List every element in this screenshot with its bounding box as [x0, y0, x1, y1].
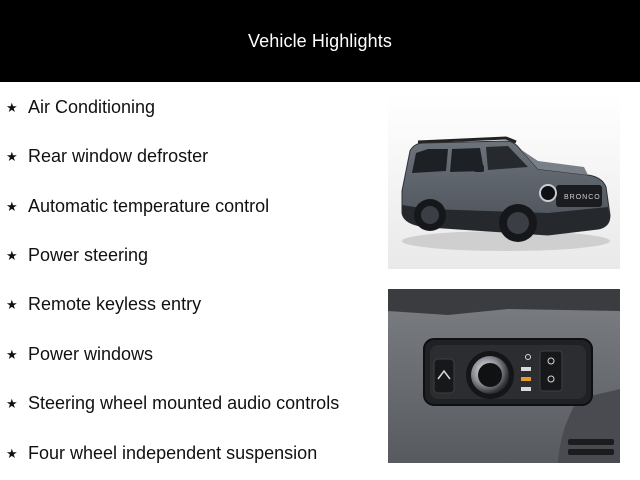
star-icon: ★: [6, 198, 18, 214]
star-icon: ★: [6, 99, 18, 115]
star-icon: ★: [6, 395, 18, 411]
dashboard-illustration: [388, 289, 620, 463]
list-item: [6, 95, 155, 119]
list-item: [6, 292, 201, 316]
star-icon: ★: [6, 445, 18, 461]
star-icon: ★: [6, 296, 18, 312]
star-icon: ★: [6, 148, 18, 164]
feature-label: Four wheel independent suspension: [28, 442, 318, 463]
list-item: [6, 342, 153, 366]
suv-illustration: [388, 95, 620, 269]
page-header: [0, 0, 640, 82]
star-icon: ★: [6, 346, 18, 362]
feature-label: Power steering: [28, 244, 149, 265]
feature-label: Remote keyless entry: [28, 293, 202, 314]
list-item: [6, 441, 317, 465]
feature-label: Steering wheel mounted audio controls: [28, 392, 340, 413]
feature-label: Automatic temperature control: [28, 195, 270, 216]
interior-controls-photo: [388, 289, 620, 463]
list-item: [6, 194, 269, 218]
list-item: [6, 144, 208, 168]
star-icon: ★: [6, 247, 18, 263]
feature-list: [0, 82, 380, 480]
feature-label: Rear window defroster: [28, 145, 209, 166]
feature-label: Power windows: [28, 343, 154, 364]
list-item: [6, 391, 339, 415]
feature-label: Air Conditioning: [28, 96, 156, 117]
bronco-badge: BRONCO: [564, 194, 601, 201]
vehicle-exterior-photo: [388, 95, 620, 269]
page-title: Vehicle Highlights: [248, 30, 392, 51]
list-item: [6, 243, 148, 267]
